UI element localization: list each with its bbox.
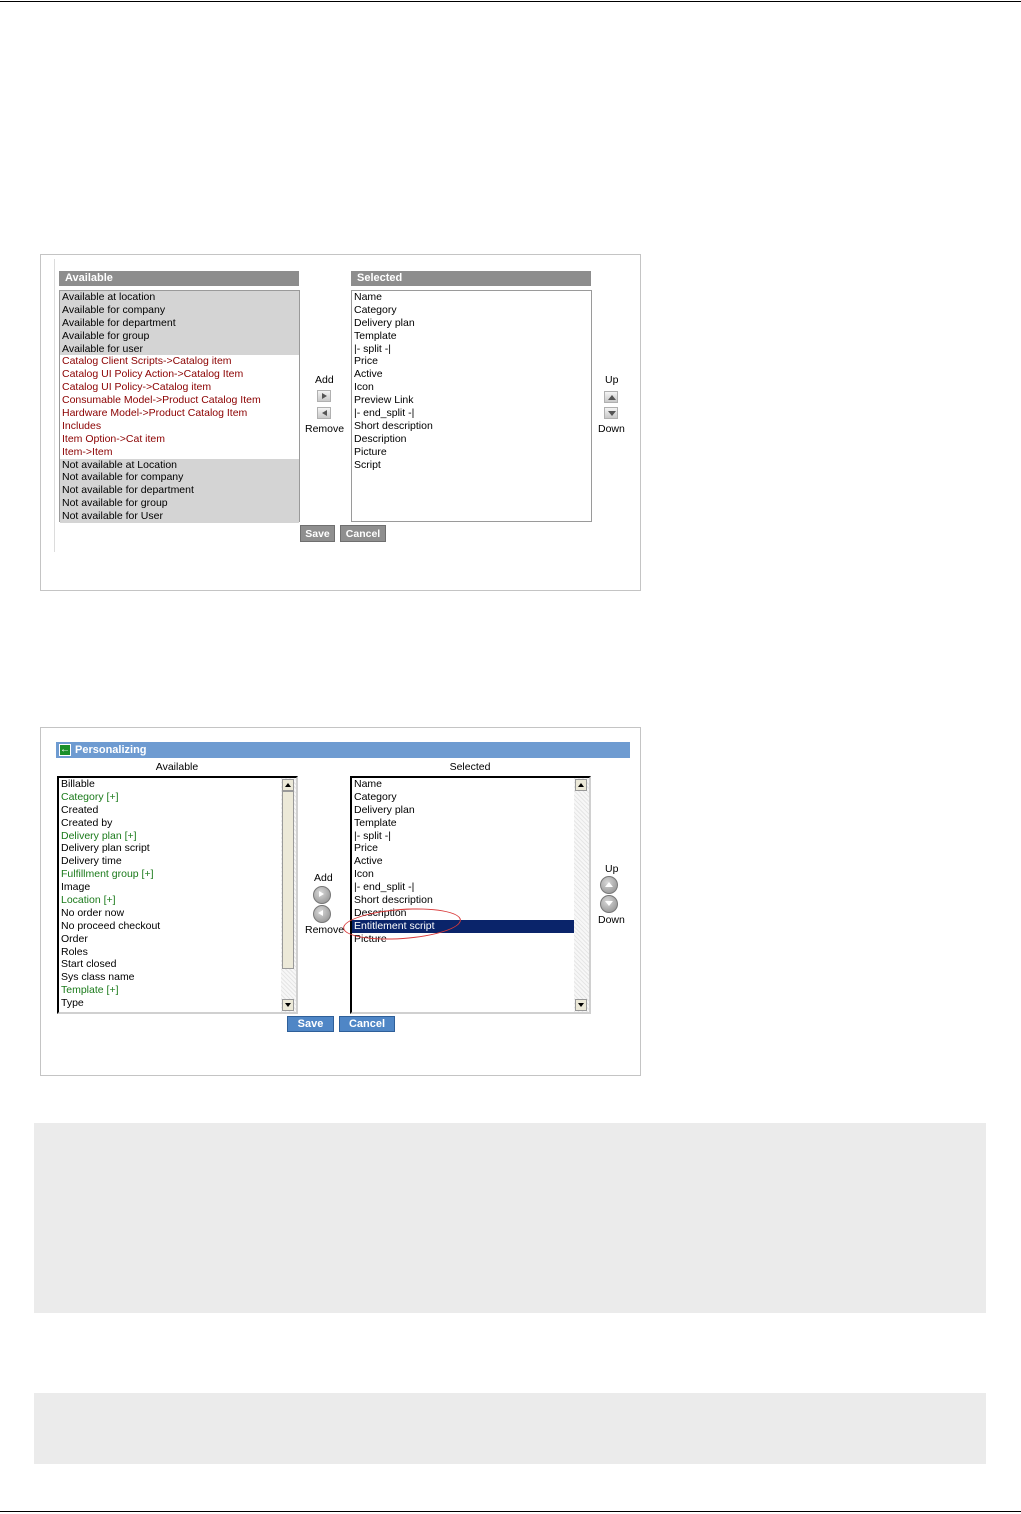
list-item[interactable]: Category [+] <box>61 790 119 803</box>
list-item[interactable]: Category <box>354 790 397 803</box>
list-item[interactable]: Preview Link <box>354 394 414 407</box>
list-item[interactable]: Category <box>354 303 397 316</box>
remove-arrow-button[interactable] <box>313 905 331 923</box>
remove-arrow-button[interactable] <box>317 407 331 419</box>
list-item[interactable]: Short description <box>354 419 433 432</box>
list-item[interactable]: Description <box>354 906 407 919</box>
add-arrow-button[interactable] <box>313 886 331 904</box>
personalizing-titlebar <box>56 742 630 758</box>
list-item[interactable]: Available for group <box>60 330 299 343</box>
list-item[interactable]: Template [+] <box>61 984 119 997</box>
personalizing-title: Personalizing <box>75 744 147 756</box>
scroll-down-icon <box>285 1003 291 1007</box>
list-item[interactable]: Name <box>354 778 383 790</box>
down-arrow-button[interactable] <box>604 407 618 419</box>
arrow-down-icon <box>605 901 613 906</box>
list-item[interactable]: |- split -| <box>354 829 391 842</box>
list-item[interactable]: Entitlement script <box>352 920 574 933</box>
list-item[interactable]: |- end_split -| <box>354 881 415 894</box>
slushbucket-screenshot-2 <box>40 727 641 1076</box>
scroll-thumb[interactable] <box>282 791 294 969</box>
arrow-up-icon <box>605 882 613 887</box>
add-arrow-button[interactable] <box>317 390 331 402</box>
down-label: Down <box>598 914 625 926</box>
list-item[interactable]: Picture <box>354 445 387 458</box>
list-item[interactable]: Template <box>354 816 397 829</box>
list-item[interactable]: Icon <box>354 381 374 394</box>
arrow-down-icon <box>608 411 616 416</box>
scroll-up-button[interactable] <box>575 779 587 791</box>
list-item[interactable]: Catalog UI Policy->Catalog item <box>62 381 212 394</box>
list-item[interactable]: Script <box>354 458 381 471</box>
available-items <box>59 778 296 1010</box>
add-label: Add <box>315 374 334 386</box>
list-item[interactable]: Catalog Client Scripts->Catalog item <box>62 355 232 368</box>
cancel-button[interactable]: Cancel <box>340 525 386 542</box>
list-item[interactable]: Active <box>354 855 383 868</box>
list-item[interactable]: No proceed checkout <box>61 919 161 932</box>
slushbucket-screenshot-1 <box>40 254 641 591</box>
list-item[interactable]: Not available for department <box>60 484 299 497</box>
save-button[interactable]: Save <box>287 1016 334 1032</box>
list-item[interactable]: No order now <box>61 906 125 919</box>
up-label: Up <box>605 863 619 875</box>
list-item[interactable]: Not available at Location <box>60 459 299 472</box>
arrow-left-icon <box>318 910 323 916</box>
scroll-up-button[interactable] <box>282 779 294 791</box>
available-list[interactable] <box>59 290 300 522</box>
list-item[interactable]: Item Option->Cat item <box>62 432 165 445</box>
list-item[interactable]: Not available for company <box>60 471 299 484</box>
arrow-right-icon <box>319 891 324 897</box>
list-item[interactable]: Delivery plan script <box>61 842 150 855</box>
up-label: Up <box>605 374 619 386</box>
list-item[interactable]: Delivery plan [+] <box>61 829 137 842</box>
down-label: Down <box>598 423 625 435</box>
scroll-down-button[interactable] <box>575 999 587 1011</box>
arrow-right-icon <box>322 393 327 399</box>
selected-list[interactable] <box>350 776 591 1014</box>
up-arrow-button[interactable] <box>604 391 618 403</box>
list-item[interactable]: Active <box>354 368 383 381</box>
remove-label: Remove <box>305 924 345 936</box>
selected-scrollbar[interactable] <box>574 778 589 1012</box>
list-item[interactable]: Consumable Model->Product Catalog Item <box>62 394 261 407</box>
down-arrow-button[interactable] <box>600 895 618 913</box>
list-item[interactable]: Roles <box>61 945 88 958</box>
list-item[interactable]: Price <box>354 355 378 368</box>
list-item[interactable]: |- end_split -| <box>354 407 415 420</box>
list-item[interactable]: Short description <box>354 894 433 907</box>
list-item[interactable]: Hardware Model->Product Catalog Item <box>62 407 248 420</box>
cancel-button[interactable]: Cancel <box>339 1016 395 1032</box>
list-item[interactable]: Not available for User <box>60 510 299 523</box>
list-item[interactable]: Picture <box>354 932 387 945</box>
list-item[interactable]: Type <box>61 997 84 1010</box>
scroll-down-button[interactable] <box>282 999 294 1011</box>
list-item[interactable]: Price <box>354 842 378 855</box>
list-item[interactable]: Delivery plan <box>354 316 415 329</box>
list-item[interactable]: Name <box>354 291 383 303</box>
back-arrow-icon[interactable]: ← <box>60 744 70 755</box>
list-item[interactable]: Sys class name <box>61 971 135 984</box>
add-label: Add <box>314 872 333 884</box>
available-header: Available <box>155 761 199 773</box>
list-item[interactable]: Available for user <box>60 343 299 356</box>
list-item[interactable]: Item->Item <box>62 445 113 458</box>
list-item[interactable]: Delivery time <box>61 855 122 868</box>
arrow-left-icon <box>322 410 327 416</box>
list-item[interactable]: Not available for group <box>60 497 299 510</box>
list-item[interactable]: Order <box>61 932 88 945</box>
list-item[interactable]: Location [+] <box>61 894 116 907</box>
arrow-up-icon <box>608 395 616 400</box>
list-item[interactable]: Available for department <box>60 317 299 330</box>
available-header: Available <box>59 271 299 286</box>
list-item[interactable]: Created <box>61 803 99 816</box>
save-button[interactable]: Save <box>300 525 335 542</box>
list-item[interactable]: Start closed <box>61 958 117 971</box>
list-item[interactable]: Available at location <box>60 291 299 304</box>
remove-label: Remove <box>305 423 345 435</box>
list-item[interactable]: Fulfillment group [+] <box>61 868 154 881</box>
available-list[interactable] <box>57 776 298 1014</box>
selected-list[interactable] <box>351 290 592 522</box>
list-item[interactable]: |- split -| <box>354 342 391 355</box>
list-item[interactable]: Description <box>354 432 407 445</box>
list-item[interactable]: Delivery plan <box>354 803 415 816</box>
scroll-up-icon <box>285 783 291 787</box>
scroll-up-icon <box>578 783 584 787</box>
list-item[interactable]: Template <box>354 329 397 342</box>
list-item[interactable]: Includes <box>62 419 102 432</box>
list-item[interactable]: Billable <box>61 778 95 790</box>
list-item[interactable]: Catalog UI Policy Action->Catalog Item <box>62 368 244 381</box>
list-item[interactable]: Icon <box>354 868 374 881</box>
up-arrow-button[interactable] <box>600 876 618 894</box>
left-divider <box>54 259 55 552</box>
list-item[interactable]: Created by <box>61 816 113 829</box>
selected-header: Selected <box>351 271 591 286</box>
list-item[interactable]: Available for company <box>60 304 299 317</box>
blank-panel-2 <box>34 1393 986 1464</box>
selected-header: Selected <box>449 761 491 773</box>
blank-panel-1 <box>34 1123 986 1313</box>
bottom-rule <box>0 1511 1021 1512</box>
scroll-down-icon <box>578 1003 584 1007</box>
top-rule <box>0 1 1021 2</box>
list-item[interactable]: Image <box>61 881 91 894</box>
available-scrollbar[interactable] <box>281 778 296 1012</box>
